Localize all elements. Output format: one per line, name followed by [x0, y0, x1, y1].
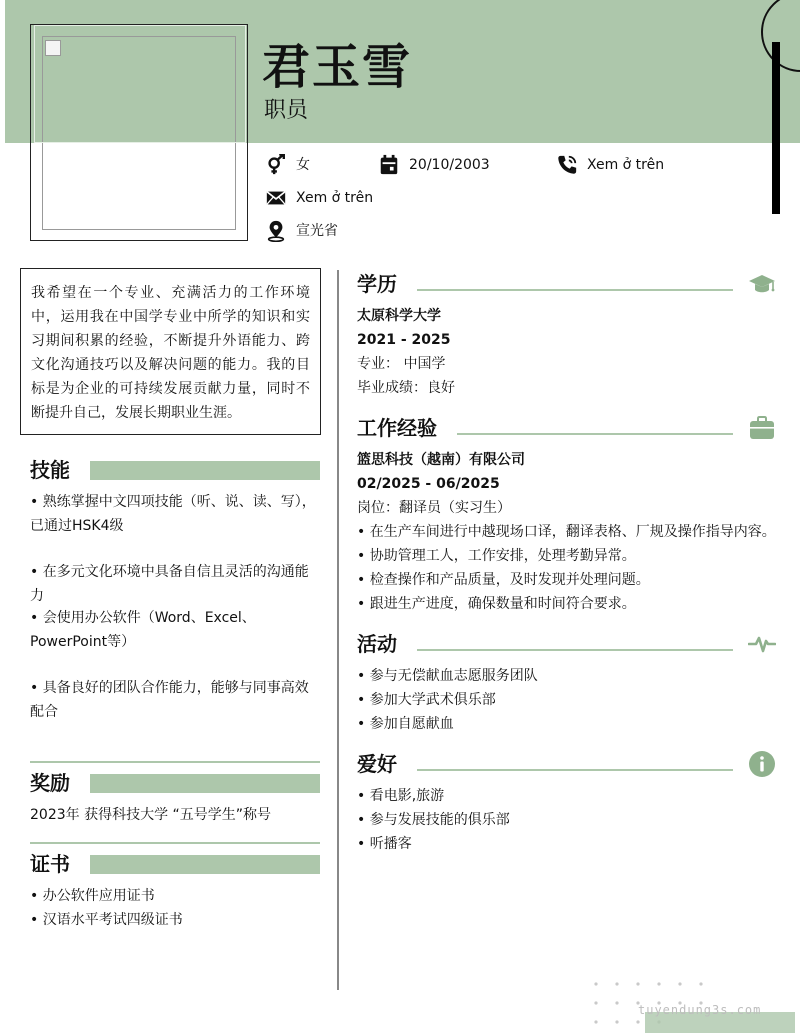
- work-heading: 工作经验: [357, 416, 437, 440]
- heartbeat-icon: [748, 630, 776, 658]
- awards-heading: 奖励: [30, 771, 70, 795]
- hobby-item: • 参与发展技能的俱乐部: [357, 812, 510, 828]
- phone-icon: [556, 154, 578, 176]
- skills-heading: 技能: [30, 458, 70, 482]
- info-address: [265, 220, 338, 242]
- awards-heading-bar: [90, 774, 320, 793]
- career-objective: 我希望在一个专业、充满活力的工作环境中，运用我在中国学专业中所学的知识和实习期间积累的经验，不断提升外语能力、跨文化沟通技巧以及解决问题的能力。我的目标是为企业的可持续发展贡献力量，同时不断提升自己，发展长期职业生涯。: [20, 268, 321, 435]
- education-school: 太原科学大学: [357, 308, 441, 324]
- work-period: 02/2025 - 06/2025: [357, 476, 500, 492]
- photo-highlight-frame: [34, 25, 246, 143]
- activities-heading-line: [417, 649, 733, 651]
- envelope-icon: [265, 187, 287, 209]
- skill-item: • 会使用办公软件（Word、Excel、PowerPoint等）: [30, 610, 256, 650]
- work-heading-line: [457, 433, 733, 435]
- skill-item: • 具备良好的团队合作能力，能够与同事高效配合: [30, 680, 309, 720]
- awards-divider: [30, 842, 320, 844]
- education-heading: 学历: [357, 272, 397, 296]
- column-divider: [337, 270, 339, 990]
- activity-item: • 参加大学武术俱乐部: [357, 692, 496, 708]
- gender-icon: [265, 154, 287, 176]
- avatar: [45, 40, 61, 56]
- certificate-item: • 汉语水平考试四级证书: [30, 912, 183, 928]
- skills-heading-bar: [90, 461, 320, 480]
- address-value: 宣光省: [296, 223, 338, 239]
- certificate-item: • 办公软件应用证书: [30, 888, 155, 904]
- hobby-item: • 听播客: [357, 836, 412, 852]
- work-duty: • 在生产车间进行中越现场口译，翻译表格、厂规及操作指导内容。: [357, 524, 776, 540]
- education-period: 2021 - 2025: [357, 332, 451, 348]
- education-heading-line: [417, 289, 733, 291]
- info-birthday: [378, 154, 490, 176]
- info-icon: [748, 750, 776, 778]
- map-pin-icon: [265, 220, 287, 242]
- award-item: 2023年 获得科技大学 “五号学生”称号: [30, 807, 272, 823]
- gender-value: 女: [296, 157, 310, 173]
- hobbies-heading: 爱好: [357, 752, 397, 776]
- work-company: 篮思科技（越南）有限公司: [357, 452, 525, 468]
- candidate-name: 君玉雪: [262, 39, 413, 95]
- certificates-heading-bar: [90, 855, 320, 874]
- info-gender: [265, 154, 310, 176]
- graduation-cap-icon: [748, 270, 776, 298]
- work-duty: • 跟进生产进度，确保数量和时间符合要求。: [357, 596, 636, 612]
- hobby-item: • 看电影,旅游: [357, 788, 445, 804]
- birthday-value: 20/10/2003: [409, 157, 490, 173]
- education-major: 专业： 中国学: [357, 356, 446, 372]
- hobbies-heading-line: [417, 769, 733, 771]
- watermark: tuyendung3s.com: [638, 1003, 762, 1017]
- activities-heading: 活动: [357, 632, 397, 656]
- calendar-icon: [378, 154, 400, 176]
- phone-value: Xem ở trên: [587, 157, 665, 173]
- briefcase-icon: [748, 414, 776, 442]
- email-value: Xem ở trên: [296, 190, 374, 206]
- work-duty: • 协助管理工人，工作安排，处理考勤异常。: [357, 548, 636, 564]
- activity-item: • 参加自愿献血: [357, 716, 454, 732]
- info-email: [265, 187, 373, 209]
- work-duty: • 检查操作和产品质量，及时发现并处理问题。: [357, 572, 650, 588]
- education-grade: 毕业成绩：良好: [357, 380, 455, 396]
- certificates-heading: 证书: [30, 852, 70, 876]
- skill-item: • 在多元文化环境中具备自信且灵活的沟通能力: [30, 564, 309, 604]
- skill-item: • 熟练掌握中文四项技能（听、说、读、写），已通过HSK4级: [30, 494, 316, 534]
- job-title: 职员: [264, 98, 309, 123]
- skills-divider: [30, 761, 320, 763]
- activity-item: • 参与无偿献血志愿服务团队: [357, 668, 538, 684]
- vertical-bar-decoration: [772, 42, 780, 214]
- info-phone: [556, 154, 664, 176]
- work-position: 岗位：翻译员（实习生）: [357, 500, 511, 516]
